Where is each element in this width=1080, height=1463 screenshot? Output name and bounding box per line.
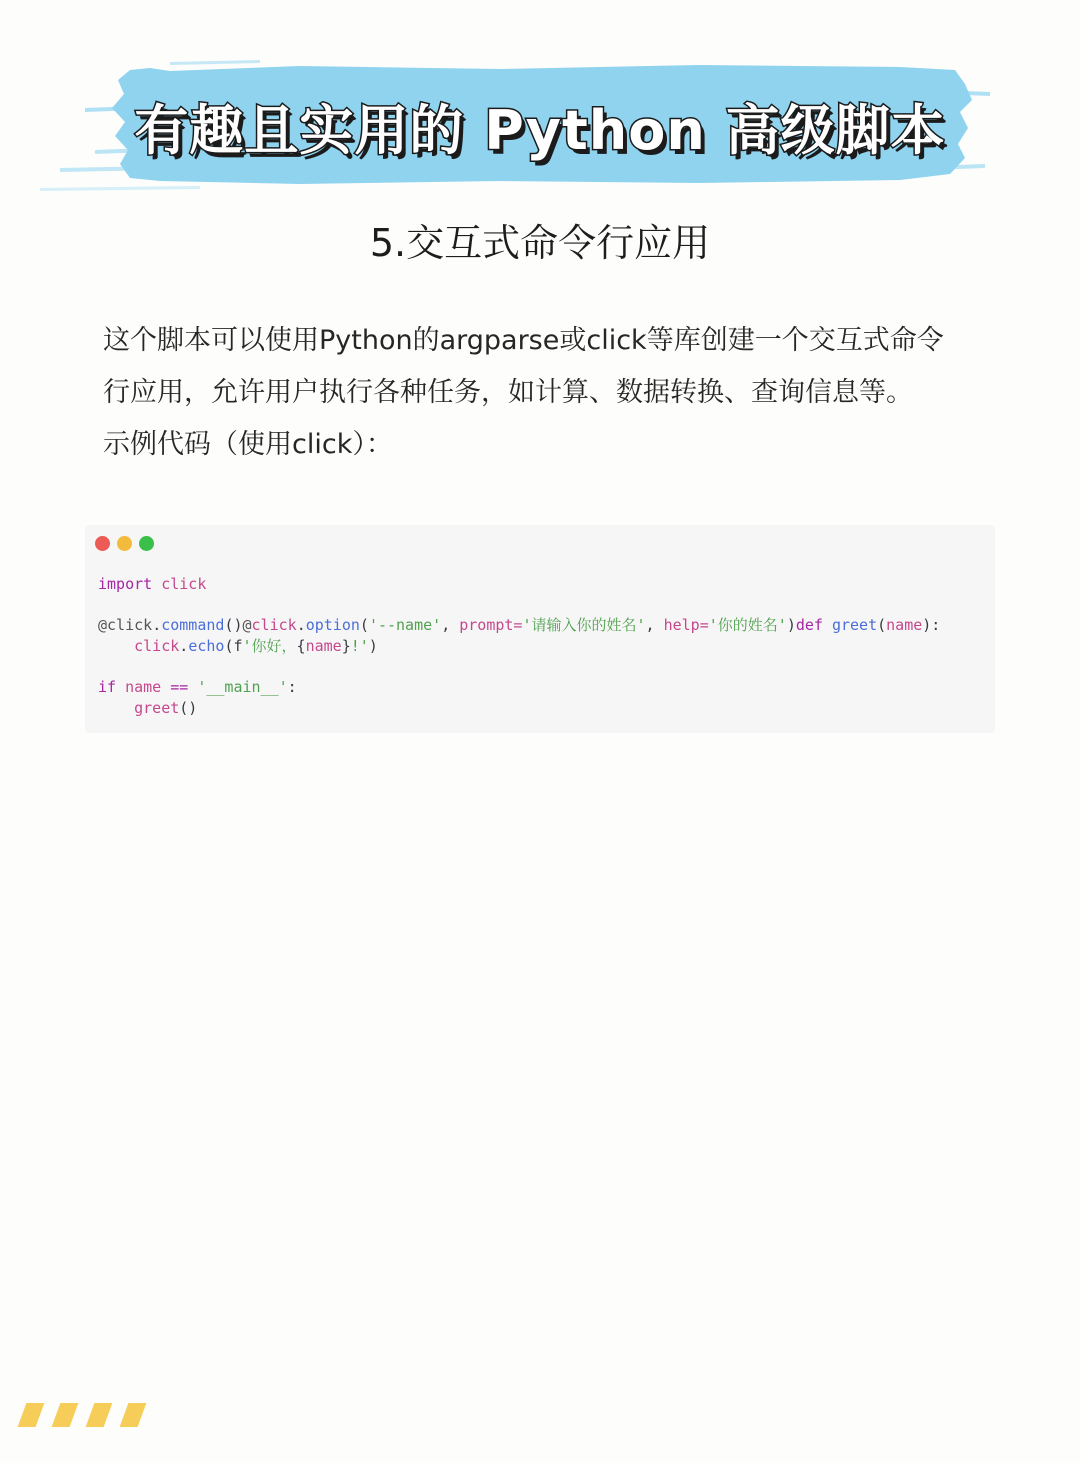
code-token: ): [922,616,941,634]
code-line [98,677,940,698]
code-token: click [134,637,180,655]
code-token: import [98,575,153,593]
code-token: () [179,699,198,717]
description-paragraph [103,315,1003,471]
code-token: ) [786,616,796,634]
title-banner [0,40,1080,210]
code-token: '你好， [242,637,297,655]
code-token: def [795,616,823,634]
code-token: !' [350,637,369,655]
code-token: greet [831,616,878,634]
code-token: . [179,637,189,655]
close-dot-icon [95,536,110,551]
code-blank-line [98,595,940,615]
code-token: name [116,678,162,696]
code-token: '__main__' [188,678,288,696]
code-blank-line [98,657,940,677]
code-token: click [251,616,297,634]
code-line [98,636,940,657]
code-token: ( [359,616,369,634]
code-line [98,698,940,719]
minimize-dot-icon [117,536,132,551]
code-token: echo [188,637,225,655]
paragraph-line: 这个脚本可以使用Python的argparse或click等库创建一个交互式命令 [103,325,944,356]
code-token: prompt= [459,616,523,634]
section-heading: 5.交互式命令行应用 [369,221,711,265]
code-token: , [441,616,460,634]
code-line [98,574,940,595]
code-token: @click [98,616,153,634]
code-token: ) [368,637,378,655]
code-token: . [296,616,306,634]
code-token [823,616,832,634]
code-token: == [161,678,189,696]
code-token: f [233,637,243,655]
code-token: greet [134,699,180,717]
stripe-icon [52,1403,79,1427]
code-window [85,525,995,733]
stripe-icon [18,1403,45,1427]
code-token: { [296,637,306,655]
code-token: help= [663,616,709,634]
decorative-stripes [18,1403,158,1429]
code-token: name [305,637,342,655]
code-token: if [98,678,117,696]
code-token: @ [242,616,252,634]
code-token: '请输入你的姓名' [522,616,646,634]
stripe-icon [86,1403,113,1427]
code-token: , [645,616,664,634]
code-token: option [305,616,360,634]
maximize-dot-icon [139,536,154,551]
code-token: '--name' [368,616,442,634]
banner-title: 有趣且实用的 Python 高级脚本 [134,99,946,162]
paragraph-line: 示例代码（使用click）： [103,429,393,460]
paragraph-line: 行应用，允许用户执行各种任务，如计算、数据转换、查询信息等。 [103,377,913,408]
stripe-icon [120,1403,147,1427]
code-token: } [341,637,351,655]
code-line [98,615,940,636]
code-token: click [152,575,207,593]
code-token: name [886,616,923,634]
code-token: ( [224,637,234,655]
code-token: command [161,616,225,634]
code-token: . [152,616,162,634]
code-token: ( [877,616,887,634]
code-token [98,699,134,717]
code-token [98,637,134,655]
code-block [98,574,940,719]
code-token: '你的姓名' [708,616,787,634]
code-token: : [287,678,297,696]
code-token: () [224,616,243,634]
